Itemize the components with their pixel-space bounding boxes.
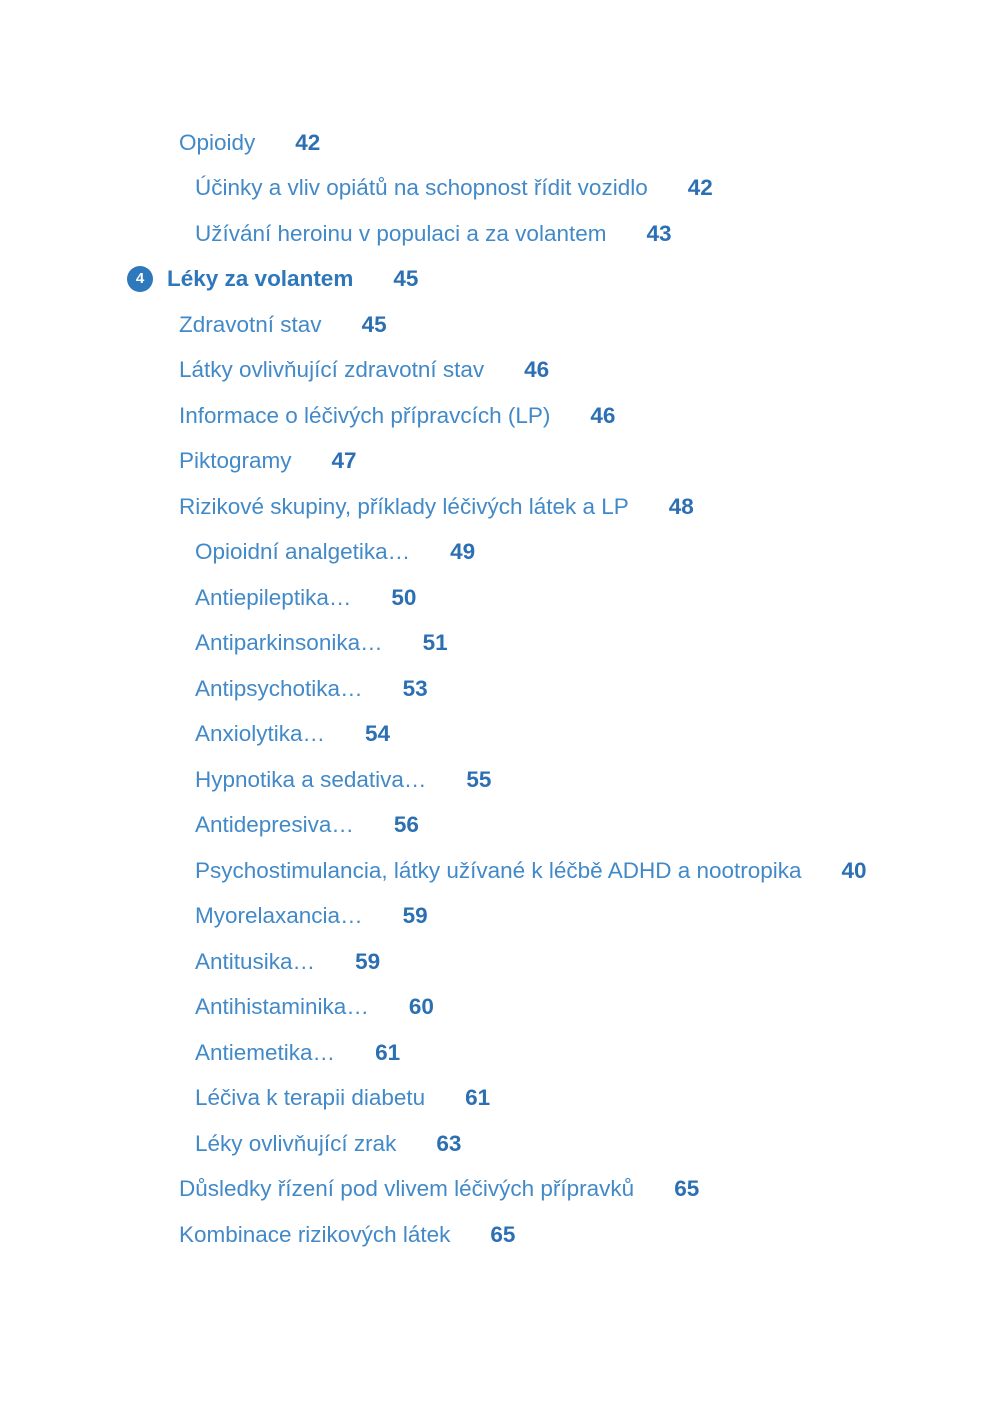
toc-entry-label: Antitusika… (195, 948, 316, 974)
toc-entry-page-number: 42 (295, 130, 321, 155)
toc-entry[interactable] (195, 901, 428, 931)
toc-entry[interactable] (195, 674, 428, 704)
toc-entry[interactable] (179, 446, 357, 476)
toc-entry-label: Myorelaxancia… (195, 903, 363, 929)
toc-entry-page-number: 51 (422, 630, 448, 656)
toc-entry[interactable] (195, 810, 419, 840)
toc-entry-page-number: 61 (375, 1039, 401, 1065)
toc-entry-label: Léky ovlivňující zrak (195, 1130, 397, 1156)
toc-entry-label: Účinky a vliv opiátů na schopnost řídit vozidlo (195, 175, 648, 201)
toc-entry-page-number: 49 (450, 539, 476, 565)
toc-entry-label: Informace o léčivých přípravcích (LP) (179, 402, 551, 428)
toc-entry-label: Látky ovlivňující zdravotní stav (179, 357, 485, 383)
toc-entry[interactable] (195, 583, 416, 613)
toc-entry-page-number: 45 (361, 311, 387, 337)
toc-entry-page-number: 59 (355, 948, 381, 974)
toc-entry-page-number: 54 (365, 721, 391, 747)
toc-entry[interactable] (179, 355, 549, 385)
toc-entry-page-number: 47 (331, 448, 357, 474)
toc-entry-page-number: 46 (590, 402, 616, 428)
toc-entry-label: Antihistaminika… (195, 994, 369, 1020)
toc-entry-label: Piktogramy (179, 448, 292, 474)
toc-entry-label: Kombinace rizikových látek (179, 1221, 451, 1247)
toc-entry[interactable] (195, 947, 380, 977)
toc-entry[interactable] (195, 1083, 490, 1113)
toc-entry[interactable] (195, 1038, 400, 1068)
toc-entry[interactable] (195, 628, 448, 658)
toc-entry-page-number: 60 (408, 994, 434, 1020)
toc-entry-page-number: 56 (393, 812, 419, 838)
toc-entry-label: Důsledky řízení pod vlivem léčivých přípravků (179, 1176, 635, 1202)
toc-entry-label: Hypnotika a sedativa… (195, 766, 427, 792)
toc-entry[interactable] (179, 1174, 699, 1204)
toc-entry-label: Léčiva k terapii diabetu (195, 1085, 426, 1111)
toc-entry-label: Užívání heroinu v populaci a za volantem (195, 220, 607, 246)
toc-entry-label: Opioidy (179, 130, 256, 155)
toc-entry-page-number: 45 (393, 266, 419, 292)
toc-entry[interactable] (179, 128, 320, 158)
toc-entry-page-number: 40 (841, 857, 867, 883)
toc-entry[interactable] (179, 310, 387, 340)
toc-entry-page-number: 50 (391, 584, 417, 610)
toc-entry[interactable] (179, 1220, 515, 1250)
toc-entry[interactable] (195, 537, 475, 567)
toc-entry[interactable] (195, 219, 672, 249)
chapter-number-badge: 4 (127, 266, 153, 292)
toc-entry-label: Léky za volantem (167, 266, 354, 292)
toc-entry-page-number: 48 (668, 493, 694, 519)
toc-entry-label: Antiparkinsonika… (195, 630, 383, 656)
toc-entry-label: Psychostimulancia, látky užívané k léčbě ADHD a nootropika (195, 857, 802, 883)
toc-entry-page-number: 59 (402, 903, 428, 929)
toc-entry-page-number: 55 (466, 766, 492, 792)
toc-entry-label: Zdravotní stav (179, 311, 322, 337)
toc-entry-page-number: 65 (674, 1176, 700, 1202)
toc-entry-page-number: 42 (687, 175, 713, 201)
toc-entry[interactable] (179, 492, 694, 522)
toc-entry[interactable] (195, 173, 713, 203)
toc-entry[interactable] (195, 1129, 461, 1159)
toc-entry[interactable] (195, 719, 390, 749)
toc-entry[interactable] (195, 992, 434, 1022)
toc-entry-label: Anxiolytika… (195, 721, 326, 747)
toc-entry[interactable] (195, 765, 491, 795)
toc-entry[interactable] (195, 856, 867, 886)
toc-entry-label: Antiemetika… (195, 1039, 336, 1065)
toc-entry-label: Antipsychotika… (195, 675, 363, 701)
toc-entry[interactable] (179, 401, 615, 431)
toc-entry-label: Antiepileptika… (195, 584, 352, 610)
toc-entry-page-number: 53 (402, 675, 428, 701)
toc-entry-page-number: 46 (524, 357, 550, 383)
toc-entry-page-number: 65 (490, 1221, 516, 1247)
toc-entry-page-number: 63 (436, 1130, 462, 1156)
toc-entry-label: Antidepresiva… (195, 812, 354, 838)
toc-entry-label: Opioidní analgetika… (195, 539, 411, 565)
toc-entry[interactable] (127, 264, 418, 294)
toc-entry-page-number: 61 (465, 1085, 491, 1111)
toc-entry-page-number: 43 (646, 220, 672, 246)
toc-entry-label: Rizikové skupiny, příklady léčivých látek a LP (179, 493, 629, 519)
